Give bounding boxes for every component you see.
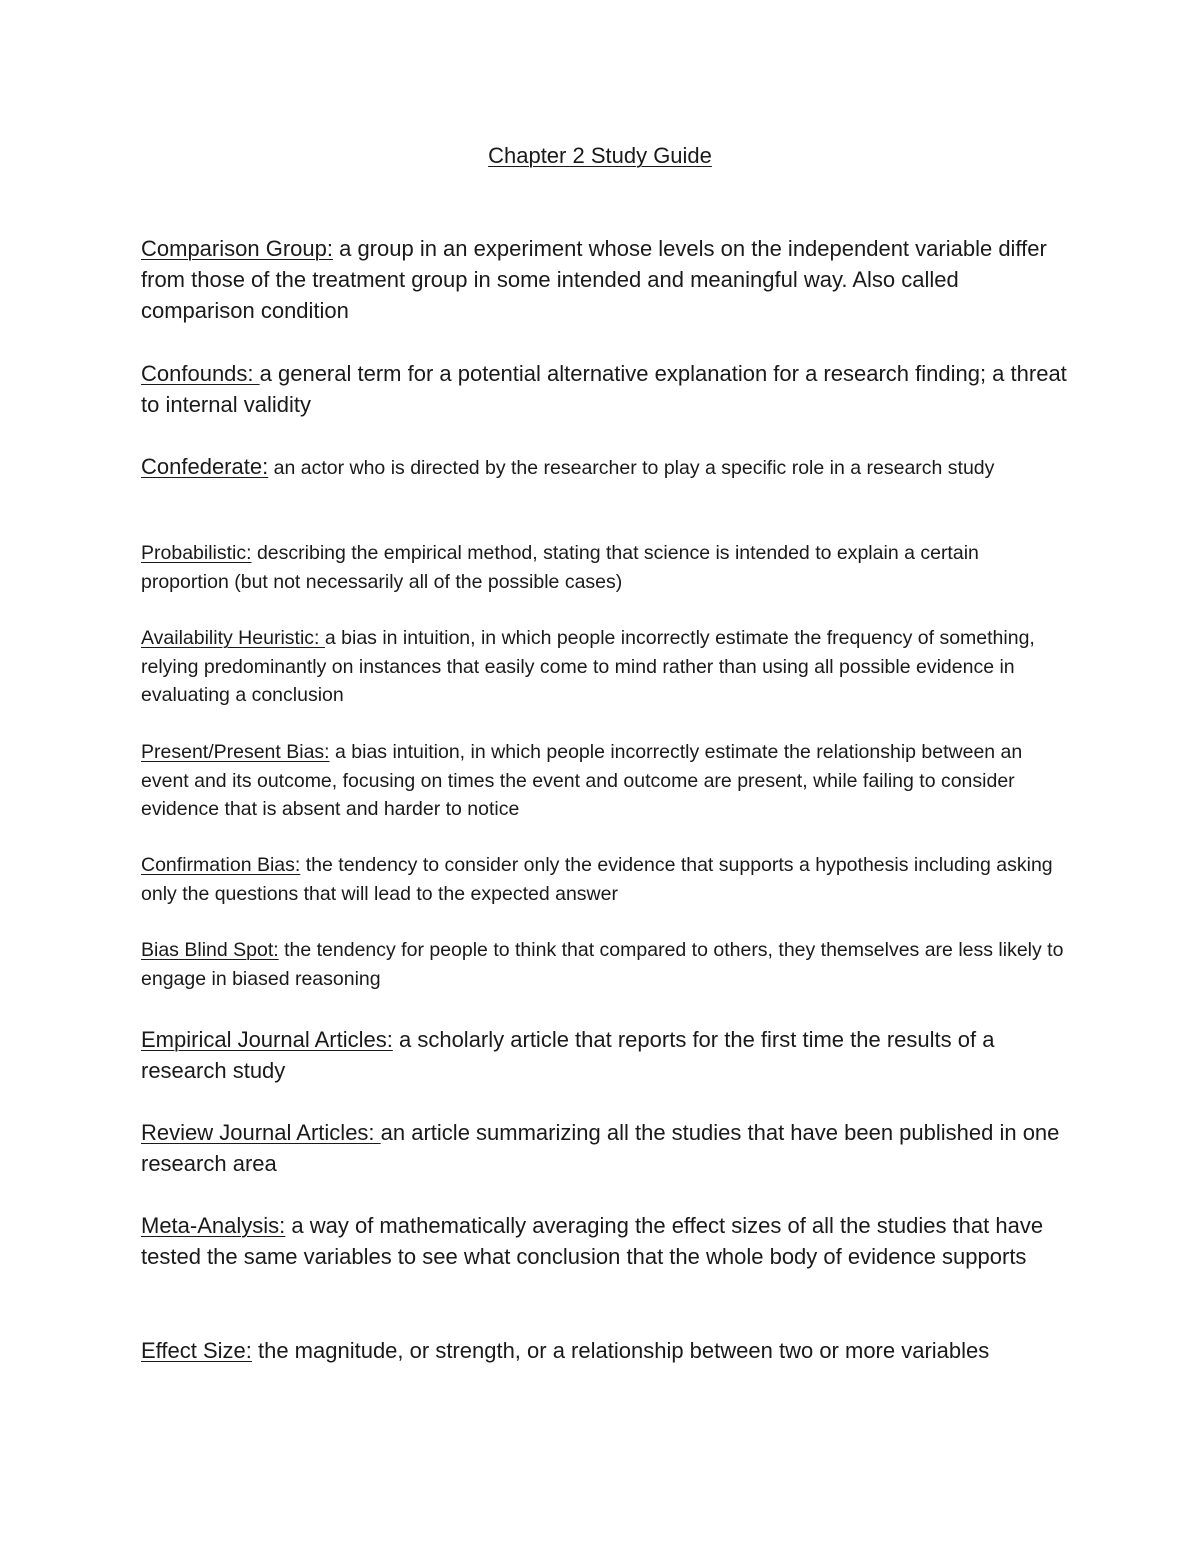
glossary-term: Comparison Group: xyxy=(141,236,333,261)
glossary-entry-confirmation-bias xyxy=(141,851,1071,908)
glossary-term: Confounds: xyxy=(141,361,260,386)
glossary-definition: describing the empirical method, stating that science is intended to explain a certain proportion (but not necessarily all of the possible cases) xyxy=(141,542,979,593)
glossary-term: Empirical Journal Articles: xyxy=(141,1027,393,1052)
glossary-entry-present-present-bias xyxy=(141,738,1071,824)
glossary-definition: a bias intuition, in which people incorrectly estimate the relationship between an event and its outcome, focusing on times the event and outcome are present, while failing to consider evidence that is absent and harder to notice xyxy=(141,741,1023,820)
glossary-definition: an article summarizing all the studies that have been published in one research area xyxy=(141,1120,1060,1176)
glossary-term: Present/Present Bias: xyxy=(141,741,330,763)
glossary-entry-effect-size xyxy=(141,1335,1071,1366)
glossary-term: Review Journal Articles: xyxy=(141,1120,381,1145)
glossary-definition: a way of mathematically averaging the effect sizes of all the studies that have tested the same variables to see what conclusion that the whole body of evidence supports xyxy=(141,1213,1044,1269)
glossary-entry-empirical-journal-articles xyxy=(141,1024,1071,1086)
glossary-entry-probabilistic xyxy=(141,539,1071,596)
glossary-term: Confederate: xyxy=(141,454,269,479)
glossary-term: Bias Blind Spot: xyxy=(141,939,279,961)
glossary-entry-bias-blind-spot xyxy=(141,936,1071,993)
glossary-definition: a bias in intuition, in which people incorrectly estimate the frequency of something, relying predominantly on instances that easily come to mind rather than using all possible evidence in evaluating a conclusion xyxy=(141,627,1035,706)
glossary-term: Probabilistic: xyxy=(141,542,252,564)
glossary-entry-meta-analysis xyxy=(141,1210,1071,1272)
glossary-entry-confounds xyxy=(141,358,1071,420)
glossary-definition: an actor who is directed by the researcher to play a specific role in a research study xyxy=(268,457,995,479)
glossary-term: Availability Heuristic: xyxy=(141,627,325,649)
glossary-definition: a group in an experiment whose levels on the independent variable differ from those of the treatment group in some intended and meaningful way. Also called comparison condition xyxy=(141,236,1047,323)
glossary-term: Meta-Analysis: xyxy=(141,1213,286,1238)
glossary-definition: the tendency to consider only the evidence that supports a hypothesis including asking only the questions that will lead to the expected answer xyxy=(141,854,1053,905)
glossary-definition: the tendency for people to think that compared to others, they themselves are less likely to engage in biased reasoning xyxy=(141,939,1064,990)
glossary-definition: the magnitude, or strength, or a relationship between two or more variables xyxy=(251,1338,990,1363)
title-text: Chapter 2 Study Guide xyxy=(488,143,712,168)
page-title xyxy=(0,140,1200,172)
glossary-entry-confederate xyxy=(141,453,1071,483)
glossary-term: Effect Size: xyxy=(141,1338,252,1363)
glossary-definition: a scholarly article that reports for the first time the results of a research study xyxy=(141,1027,995,1083)
glossary-term: Confirmation Bias: xyxy=(141,854,301,876)
glossary-entry-comparison-group xyxy=(141,233,1071,326)
glossary-entry-review-journal-articles xyxy=(141,1117,1071,1179)
glossary-definition: a general term for a potential alternative explanation for a research finding; a threat to internal validity xyxy=(141,361,1067,417)
glossary-entry-availability-heuristic xyxy=(141,624,1071,710)
